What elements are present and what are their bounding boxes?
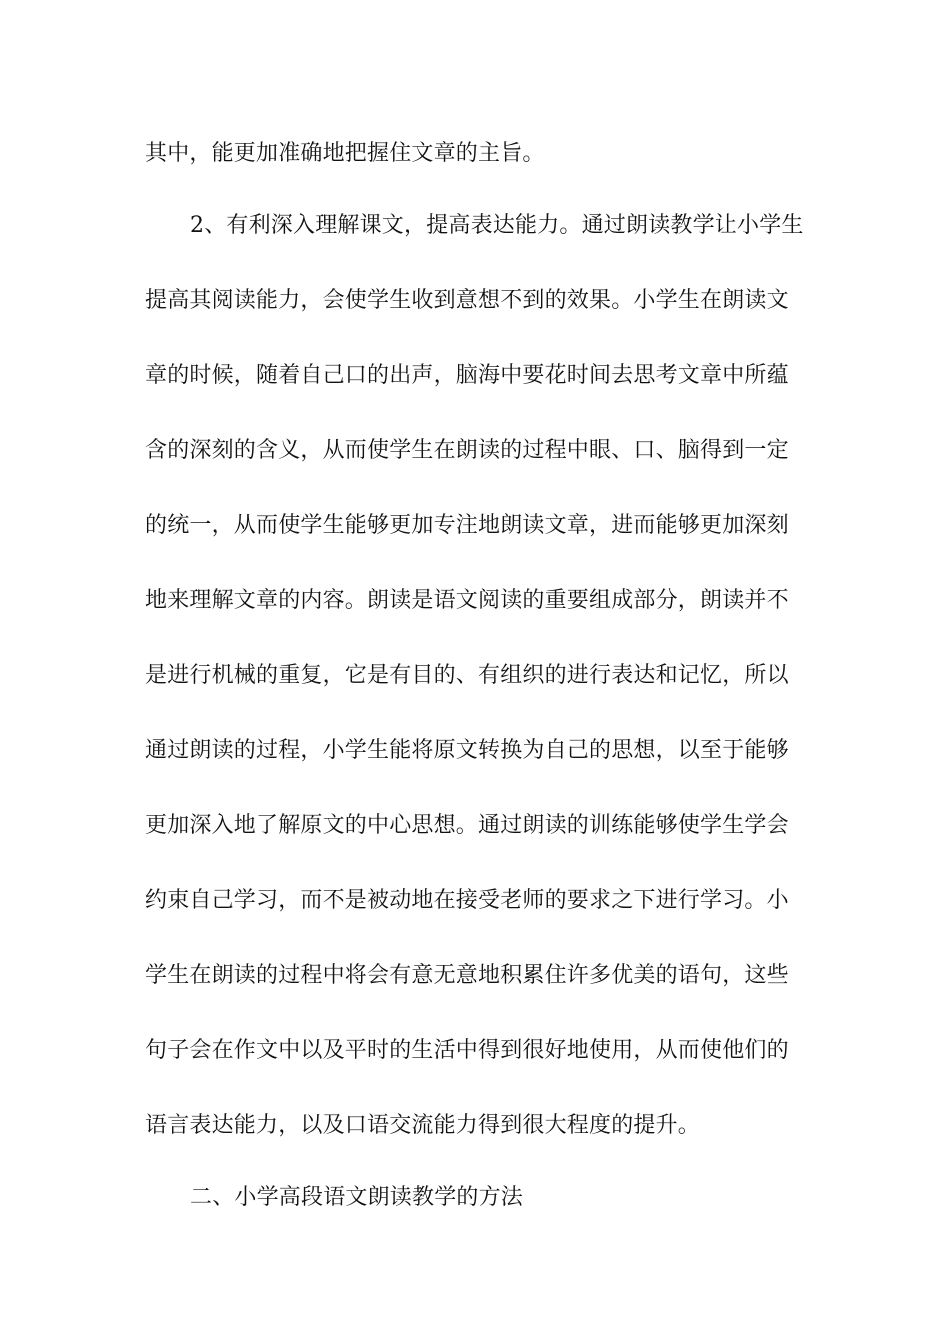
- paragraph-line: 学生在朗读的过程中将会有意无意地积累住许多优美的语句，这些: [145, 963, 789, 988]
- paragraph-line: 是进行机械的重复，它是有目的、有组织的进行表达和记忆，所以: [145, 663, 789, 688]
- paragraph-line: 约束自己学习，而不是被动地在接受老师的要求之下进行学习。小: [145, 888, 789, 913]
- paragraph-line: 含的深刻的含义，从而使学生在朗读的过程中眼、口、脑得到一定: [145, 438, 789, 463]
- paragraph-line: 2、有利深入理解课文，提高表达能力。通过朗读教学让小学生: [190, 213, 804, 238]
- paragraph-line: 地来理解文章的内容。朗读是语文阅读的重要组成部分，朗读并不: [145, 588, 789, 613]
- section-heading: 二、小学高段语文朗读教学的方法: [190, 1185, 524, 1210]
- paragraph-line: 语言表达能力，以及口语交流能力得到很大程度的提升。: [145, 1113, 701, 1138]
- paragraph-line: 其中，能更加准确地把握住文章的主旨。: [145, 141, 545, 166]
- paragraph-line: 提高其阅读能力，会使学生收到意想不到的效果。小学生在朗读文: [145, 288, 789, 313]
- paragraph-line: 更加深入地了解原文的中心思想。通过朗读的训练能够使学生学会: [145, 813, 789, 838]
- paragraph-line: 的统一，从而使学生能够更加专注地朗读文章，进而能够更加深刻: [145, 513, 789, 538]
- paragraph-line: 句子会在作文中以及平时的生活中得到很好地使用，从而使他们的: [145, 1038, 789, 1063]
- paragraph-line: 章的时候，随着自己口的出声，脑海中要花时间去思考文章中所蕴: [145, 363, 789, 388]
- paragraph-line: 通过朗读的过程，小学生能将原文转换为自己的思想，以至于能够: [145, 738, 789, 763]
